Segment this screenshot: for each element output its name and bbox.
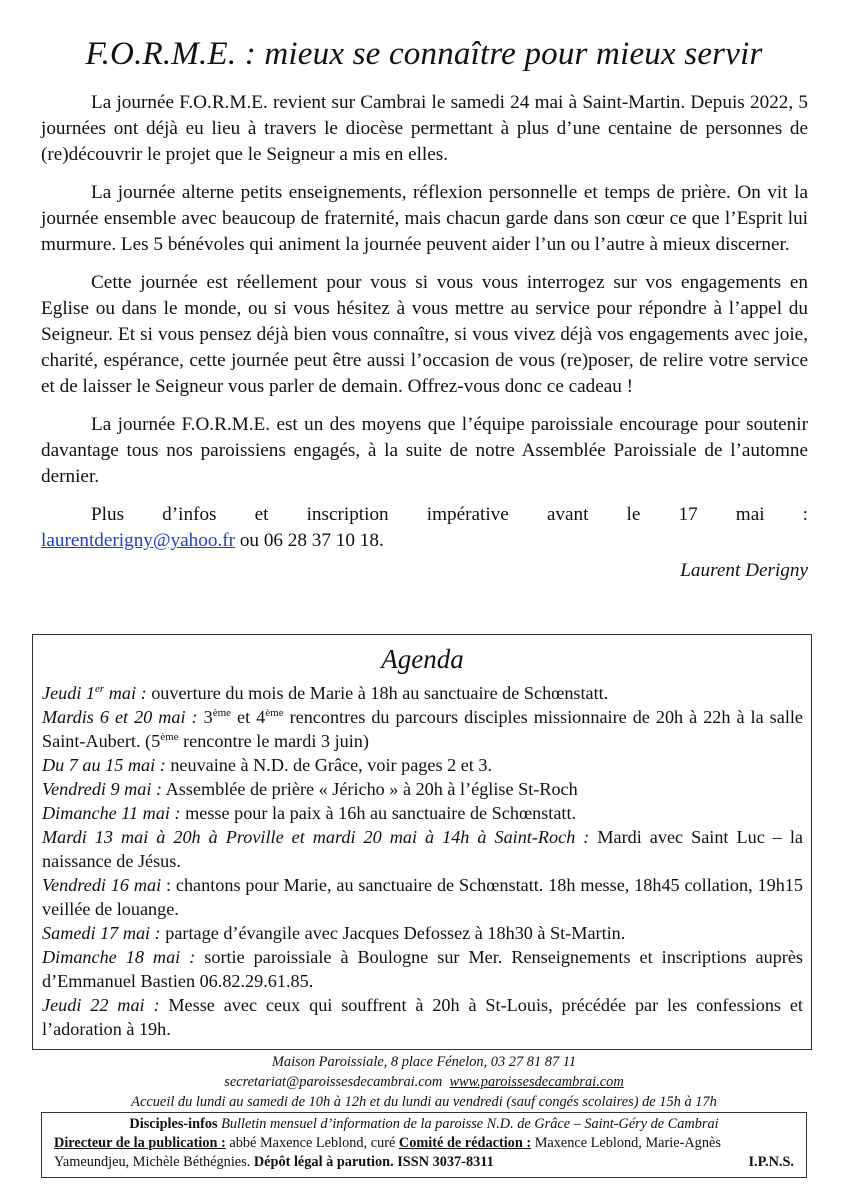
parish-contact — [0, 1052, 848, 1112]
contact-hours: Accueil du lundi au samedi de 10h à 12h et du lundi au vendredi (sauf congés scolaires) de 15h à 17h — [131, 1094, 717, 1110]
publication-description: Bulletin mensuel d’information de la paroisse N.D. de Grâce – Saint-Géry de Cambrai — [217, 1116, 719, 1132]
contact-links — [0, 1072, 848, 1092]
director-name: abbé Maxence Leblond, curé — [225, 1135, 399, 1151]
article-paragraph: La journée F.O.R.M.E. est un des moyens que l’équipe paroissiale encourage pour soutenir davantage tous nos paroissiens engagés, à la suite de notre Assemblée Paroissiale de l’automne dernier. — [41, 414, 808, 487]
agenda-item-text: Assemblée de prière « Jéricho » à 20h à l’église St-Roch — [162, 779, 578, 799]
agenda-item-date: Vendredi 9 mai : — [42, 779, 163, 799]
contact-address: Maison Paroissiale, 8 place Fénelon, 03 27 81 87 11 — [271, 1054, 577, 1070]
article-signature: Laurent Derigny — [680, 560, 808, 581]
agenda-item-date: Jeudi 22 mai : — [42, 995, 160, 1015]
agenda-item — [42, 777, 803, 801]
article-paragraph: La journée F.O.R.M.E. revient sur Cambrai le samedi 24 mai à Saint-Martin. Depuis 2022, 5 journées ont déjà eu lieu à travers le diocèse permettant à plus d’une centaine de personnes de (re)découvrir le projet que le Seigneur a mis en elles. — [41, 92, 808, 165]
agenda-item-date: Jeudi 1er mai : — [42, 683, 147, 703]
agenda-item-date: Dimanche 11 mai : — [42, 803, 181, 823]
agenda-item-date: Dimanche 18 mai : — [42, 947, 196, 967]
committee-names-cont: Yameundjeu, Michèle Béthégnies. — [54, 1154, 254, 1170]
agenda-item — [42, 945, 803, 993]
infos-line: Plus d’infos et inscription impérative avant le 17 mai : — [91, 504, 808, 525]
infos-contact-line — [41, 528, 808, 554]
agenda-item-text: 3ème et 4ème rencontres du parcours disciples missionnaire de 20h à 22h à la salle Saint-Aubert. (5ème rencontre le mardi 3 juin) — [42, 707, 803, 751]
committee-names: Maxence Leblond, Marie-Agnès — [531, 1135, 721, 1151]
agenda-item-text: Mardi avec Saint Luc – la naissance de Jésus. — [42, 827, 803, 871]
publication-line — [54, 1115, 794, 1134]
article-paragraph: La journée alterne petits enseignements, réflexion personnelle et temps de prière. On vit la journée ensemble avec beaucoup de fraternité, mais chacun garde dans son cœur ce que l’Esprit lui murmure. Les 5 bénévoles qui animent la journée peuvent aider l’un ou l’autre à mieux discerner. — [41, 182, 808, 255]
agenda-box — [32, 634, 812, 1050]
agenda-item-text: sortie paroissiale à Boulogne sur Mer. Renseignements et inscriptions auprès d’Emmanuel Bastien 06.82.29.61.85. — [42, 947, 803, 991]
agenda-title: Agenda — [381, 644, 464, 674]
publication-legal-line — [54, 1153, 794, 1172]
contact-email: secretariat@paroissesdecambrai.com — [224, 1074, 443, 1090]
agenda-item-date: Du 7 au 15 mai : — [42, 755, 166, 775]
legal-deposit: Dépôt légal à parution. ISSN 3037-8311 — [253, 1154, 494, 1170]
agenda-item-date: Mardis 6 et 20 mai : — [42, 707, 198, 727]
agenda-item-text: partage d’évangile avec Jacques Defossez à 18h30 à St-Martin. — [160, 923, 626, 943]
agenda-item-date: Samedi 17 mai : — [42, 923, 161, 943]
infos-phone: ou 06 28 37 10 18. — [235, 530, 384, 551]
agenda-item — [42, 921, 803, 945]
ipns-label: I.P.N.S. — [748, 1154, 794, 1170]
agenda-item-date: Mardi 13 mai à 20h à Proville et mardi 20 mai à 14h à Saint-Roch : — [42, 827, 590, 847]
email-link[interactable]: laurentderigny@yahoo.fr — [41, 530, 236, 551]
article-paragraph: Cette journée est réellement pour vous si vous vous interrogez sur vos engagements en Eglise ou dans le monde, ou si vous hésitez à vous mettre au service pour répondre à l’appel du Seigneur. Et si vous pensez déjà bien vous connaître, si vous vivez déjà vos engagements avec joie, charité, espérance, cette journée peut être aussi l’occasion de vous (re)poser, de relire votre service et de laisser le Seigneur vous parler de demain. Offrez-vous donc ce cadeau ! — [41, 272, 808, 397]
agenda-item — [42, 993, 803, 1041]
agenda-item — [42, 825, 803, 873]
agenda-item-date: Vendredi 16 mai — [42, 875, 162, 895]
agenda-item-text: Messe avec ceux qui souffrent à 20h à St-Louis, précédée par les confessions et l’adoration à 19h. — [42, 995, 803, 1039]
agenda-item — [42, 801, 803, 825]
agenda-item — [42, 753, 803, 777]
article-title: F.O.R.M.E. : mieux se connaître pour mieux servir — [85, 36, 763, 72]
article-body — [41, 90, 808, 584]
agenda-item-text: : chantons pour Marie, au sanctuaire de Schœnstatt. 18h messe, 18h45 collation, 19h15 veillée de louange. — [42, 875, 803, 919]
publication-credits — [54, 1134, 794, 1153]
agenda-item — [42, 705, 803, 753]
agenda-item — [42, 873, 803, 921]
committee-label: Comité de rédaction : — [398, 1135, 532, 1151]
agenda-item-text: neuvaine à N.D. de Grâce, voir pages 2 et 3. — [165, 755, 493, 775]
website-link[interactable]: www.paroissesdecambrai.com — [449, 1074, 624, 1090]
publication-name: Disciples-infos — [129, 1116, 218, 1132]
agenda-item-text: messe pour la paix à 16h au sanctuaire de Schœnstatt. — [180, 803, 577, 823]
agenda-item-text: ouverture du mois de Marie à 18h au sanctuaire de Schœnstatt. — [146, 683, 609, 703]
agenda-item — [42, 681, 803, 705]
publication-info-box — [41, 1112, 807, 1178]
director-label: Directeur de la publication : — [54, 1135, 226, 1151]
